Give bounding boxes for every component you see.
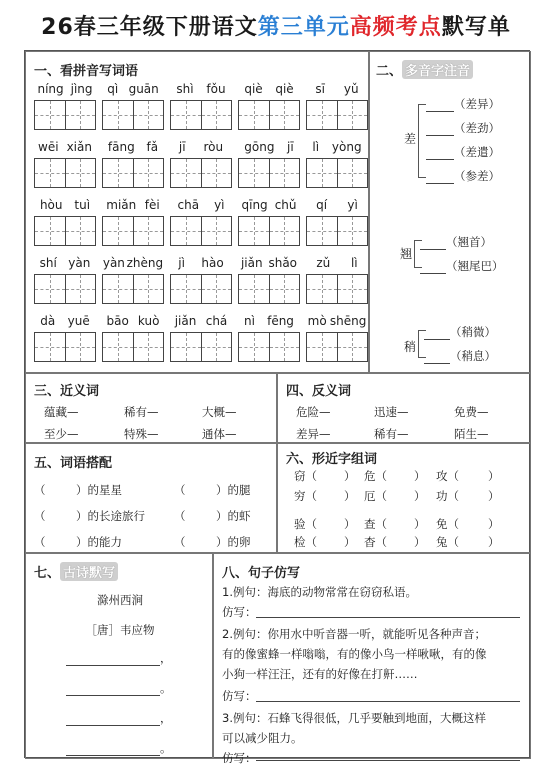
poly-item: （稍息） — [424, 348, 496, 364]
writing-cell[interactable] — [307, 275, 338, 303]
pinyin-word — [34, 256, 96, 304]
pinyin-word — [306, 140, 368, 188]
writing-grid[interactable] — [238, 332, 300, 362]
section-heading: 二、 多音字注音 — [376, 60, 473, 79]
pinyin-syllable: yòng — [331, 140, 362, 154]
writing-cell[interactable] — [171, 101, 202, 129]
pinyin-syllable: chā — [177, 198, 200, 212]
section-heading: 六、形近字组词 — [286, 452, 378, 467]
poly-item: （差劲） — [426, 120, 500, 136]
poem-line: ， — [66, 710, 172, 726]
pinyin-word — [102, 314, 164, 362]
pinyin-syllable: chá — [205, 314, 228, 328]
writing-cell[interactable] — [66, 159, 96, 187]
pinyin-syllable: sī — [315, 82, 326, 96]
pinyin-word — [238, 140, 300, 188]
poem-author: ［唐］韦应物 — [85, 623, 155, 637]
pinyin-syllable: jì — [178, 256, 185, 270]
page-title: 26春三年级下册语文第三单元高频考点默写单 — [41, 15, 511, 40]
pinyin-word — [34, 314, 96, 362]
writing-cell[interactable] — [239, 101, 270, 129]
writing-cell[interactable] — [103, 159, 134, 187]
writing-cell[interactable] — [239, 333, 270, 361]
writing-cell[interactable] — [239, 217, 270, 245]
pinyin-row — [34, 256, 368, 304]
pinyin-syllable: fǒu — [206, 82, 226, 96]
answer-line[interactable] — [256, 760, 520, 761]
writing-cell[interactable] — [307, 333, 338, 361]
pinyin-word — [170, 82, 232, 130]
poem-line: 。 — [66, 740, 172, 756]
pinyin-row — [34, 198, 368, 246]
writing-cell[interactable] — [171, 333, 202, 361]
writing-cell[interactable] — [338, 101, 368, 129]
pinyin-label — [238, 140, 300, 158]
answer-line[interactable] — [256, 701, 520, 702]
pinyin-syllable: jìng — [70, 82, 93, 96]
pinyin-word — [306, 314, 368, 362]
pinyin-syllable: shǎo — [268, 256, 298, 270]
writing-cell[interactable] — [202, 217, 232, 245]
writing-grid[interactable] — [102, 158, 164, 188]
pinyin-label — [170, 256, 232, 274]
poly-item: （翘首） — [420, 234, 492, 250]
writing-grid[interactable] — [306, 158, 368, 188]
writing-cell[interactable] — [35, 101, 66, 129]
pinyin-syllable: xiǎn — [66, 140, 92, 154]
pinyin-syllable: qí — [316, 198, 328, 212]
writing-cell[interactable] — [171, 217, 202, 245]
writing-cell[interactable] — [307, 217, 338, 245]
section-antonyms: 四、反义词 危险— 迅速— 免费— 差异— 稀有— 陌生— — [277, 373, 531, 443]
writing-grid[interactable] — [34, 274, 96, 304]
section-heading: 七、 古诗默写 — [34, 562, 118, 581]
writing-grid[interactable] — [170, 158, 232, 188]
pinyin-label — [306, 198, 368, 216]
writing-cell[interactable] — [171, 275, 202, 303]
pinyin-word — [34, 140, 96, 188]
pinyin-syllable: yàn — [102, 256, 125, 270]
writing-cell[interactable] — [270, 101, 300, 129]
pinyin-syllable: yuē — [67, 314, 90, 328]
writing-grid[interactable] — [102, 100, 164, 130]
pinyin-label — [306, 82, 368, 100]
pinyin-label — [170, 314, 232, 332]
writing-cell[interactable] — [338, 159, 368, 187]
section-synonyms: 三、近义词 蕴藏— 稀有— 大概— 至少— 特殊— 通体— — [25, 373, 277, 443]
writing-cell[interactable] — [202, 159, 232, 187]
pinyin-label — [102, 82, 164, 100]
pinyin-word — [238, 314, 300, 362]
pinyin-syllable: gōng — [244, 140, 275, 154]
writing-cell[interactable] — [202, 275, 232, 303]
pinyin-word — [306, 82, 368, 130]
pinyin-syllable: wēi — [38, 140, 59, 154]
pinyin-syllable: fēng — [267, 314, 294, 328]
writing-cell[interactable] — [66, 217, 96, 245]
pinyin-syllable: kuò — [137, 314, 160, 328]
pinyin-label — [34, 82, 96, 100]
writing-cell[interactable] — [35, 275, 66, 303]
writing-cell[interactable] — [338, 217, 368, 245]
writing-cell[interactable] — [239, 275, 270, 303]
pinyin-word — [170, 256, 232, 304]
pinyin-word — [102, 82, 164, 130]
pinyin-syllable: fǎ — [146, 140, 159, 154]
pinyin-label — [102, 198, 164, 216]
pinyin-syllable: zhèng — [126, 256, 164, 270]
writing-grid[interactable] — [34, 332, 96, 362]
writing-grid[interactable] — [170, 100, 232, 130]
pinyin-syllable: jī — [178, 140, 186, 154]
answer-line[interactable] — [256, 617, 520, 618]
poly-item: （稍微） — [424, 324, 496, 340]
writing-grid[interactable] — [306, 274, 368, 304]
writing-cell[interactable] — [307, 101, 338, 129]
writing-grid[interactable] — [170, 274, 232, 304]
pinyin-word — [102, 140, 164, 188]
pinyin-word — [102, 256, 164, 304]
pinyin-word — [306, 198, 368, 246]
writing-cell[interactable] — [134, 217, 164, 245]
writing-grid[interactable] — [34, 100, 96, 130]
pinyin-label — [306, 140, 368, 158]
pinyin-row — [34, 82, 368, 130]
pinyin-syllable: qīng — [241, 198, 268, 212]
writing-cell[interactable] — [338, 333, 368, 361]
poem-title: 滁州西涧 — [97, 593, 143, 607]
writing-cell[interactable] — [103, 333, 134, 361]
pinyin-syllable: zǔ — [316, 256, 331, 270]
pinyin-syllable: hòu — [39, 198, 63, 212]
pinyin-label — [102, 256, 164, 274]
section-polyphone — [369, 51, 531, 373]
writing-cell[interactable] — [270, 159, 300, 187]
writing-grid[interactable] — [238, 274, 300, 304]
section-pinyin — [25, 51, 369, 373]
writing-grid[interactable] — [102, 216, 164, 246]
pinyin-label — [170, 140, 232, 158]
section-heading: 三、近义词 — [34, 384, 100, 399]
pinyin-syllable: jiǎn — [240, 256, 263, 270]
poem-line: 。 — [66, 680, 172, 696]
pinyin-syllable: qiè — [244, 82, 263, 96]
pinyin-word — [170, 314, 232, 362]
pinyin-word — [306, 256, 368, 304]
writing-cell[interactable] — [270, 275, 300, 303]
pinyin-word — [238, 198, 300, 246]
pinyin-syllable: chǔ — [274, 198, 297, 212]
writing-cell[interactable] — [202, 333, 232, 361]
pinyin-label — [34, 256, 96, 274]
pinyin-syllable: yì — [347, 198, 358, 212]
pinyin-syllable: lì — [312, 140, 320, 154]
poly-item: （参差） — [426, 168, 500, 184]
pinyin-syllable: guān — [128, 82, 159, 96]
pinyin-label — [238, 256, 300, 274]
pinyin-syllable: dà — [40, 314, 56, 328]
writing-grid[interactable] — [102, 332, 164, 362]
pinyin-syllable: hào — [201, 256, 224, 270]
writing-cell[interactable] — [134, 159, 164, 187]
writing-cell[interactable] — [103, 217, 134, 245]
pinyin-syllable: jī — [287, 140, 294, 154]
section-similar-chars: 六、形近字组词 窃（ ） 危（ ） 攻（ ） 穷（ ） 厄（ ） 功（ ） 验（ ） 查（ ） 免（ ） 检（ ） 杳（ ） 兔（ ） — [277, 443, 531, 553]
writing-grid[interactable] — [238, 100, 300, 130]
writing-cell[interactable] — [103, 101, 134, 129]
pinyin-syllable: miǎn — [106, 198, 137, 212]
section-sentence-imitation: 八、句子仿写 1.例句：海底的动物常常在窃窃私语。 仿写： 2.例句：你用水中听音器一听，就能听见各种声音； 有的像蜜蜂一样嗡嗡，有的像小鸟一样啾啾，有的像 小狗一样汪汪，还有的好像在打鼾…… 仿写： 3.例句：石蜂飞得很低，几乎要触到地面，大概这样 可以减少阻力。 仿写： — [213, 553, 531, 759]
pinyin-word — [102, 198, 164, 246]
writing-cell[interactable] — [35, 159, 66, 187]
pinyin-syllable: jiǎn — [174, 314, 197, 328]
writing-grid[interactable] — [306, 100, 368, 130]
pinyin-syllable: ròu — [203, 140, 224, 154]
poly-char: 差 — [404, 132, 417, 146]
writing-cell[interactable] — [66, 101, 96, 129]
section-heading: 一、看拼音写词语 — [34, 64, 139, 79]
pinyin-label — [306, 256, 368, 274]
writing-cell[interactable] — [270, 333, 300, 361]
writing-cell[interactable] — [35, 217, 66, 245]
writing-cell[interactable] — [103, 275, 134, 303]
pinyin-syllable: yì — [214, 198, 225, 212]
writing-cell[interactable] — [202, 101, 232, 129]
pinyin-word — [170, 140, 232, 188]
pinyin-label — [238, 82, 300, 100]
writing-cell[interactable] — [270, 217, 300, 245]
pinyin-label — [34, 198, 96, 216]
writing-grid[interactable] — [102, 274, 164, 304]
worksheet — [24, 50, 530, 765]
writing-cell[interactable] — [134, 101, 164, 129]
pinyin-label — [170, 198, 232, 216]
writing-grid[interactable] — [238, 158, 300, 188]
pinyin-syllable: nì — [244, 314, 255, 328]
section-heading: 四、反义词 — [286, 384, 352, 399]
writing-grid[interactable] — [306, 216, 368, 246]
section-poem — [25, 553, 213, 759]
pinyin-label — [102, 140, 164, 158]
writing-grid[interactable] — [34, 216, 96, 246]
pinyin-syllable: shì — [176, 82, 194, 96]
pinyin-row — [34, 140, 368, 188]
writing-cell[interactable] — [35, 333, 66, 361]
section-heading: 五、词语搭配 — [34, 456, 113, 471]
pinyin-label — [102, 314, 164, 332]
section-collocation: 五、词语搭配 （ ）的星星 （ ）的腿 （ ）的长途旅行 （ ）的虾 （ ）的能力 （ ）的卵 — [25, 443, 277, 553]
pinyin-syllable: yàn — [68, 256, 91, 270]
pinyin-syllable: fāng — [107, 140, 135, 154]
section-heading: 八、句子仿写 — [222, 566, 301, 581]
writing-cell[interactable] — [66, 333, 96, 361]
writing-grid[interactable] — [238, 216, 300, 246]
poly-char: 稍 — [404, 340, 417, 354]
pinyin-syllable: shēng — [329, 314, 367, 328]
brace — [418, 104, 426, 178]
pinyin-syllable: tuì — [74, 198, 91, 212]
writing-cell[interactable] — [338, 275, 368, 303]
pinyin-syllable: fèi — [144, 198, 160, 212]
writing-grid[interactable] — [170, 216, 232, 246]
writing-cell[interactable] — [307, 159, 338, 187]
pinyin-syllable: shí — [39, 256, 57, 270]
poly-item: （翘尾巴） — [420, 258, 504, 274]
pinyin-label — [238, 314, 300, 332]
pinyin-syllable: qì — [107, 82, 119, 96]
pinyin-word — [238, 82, 300, 130]
writing-cell[interactable] — [134, 275, 164, 303]
pinyin-label — [238, 198, 300, 216]
writing-cell[interactable] — [134, 333, 164, 361]
poly-item: （差遣） — [426, 144, 500, 160]
pinyin-syllable: yǔ — [343, 82, 359, 96]
writing-cell[interactable] — [66, 275, 96, 303]
writing-grid[interactable] — [170, 332, 232, 362]
pinyin-syllable: níng — [37, 82, 64, 96]
poly-char: 翘 — [400, 247, 413, 261]
writing-cell[interactable] — [239, 159, 270, 187]
writing-cell[interactable] — [171, 159, 202, 187]
pinyin-label — [34, 140, 96, 158]
pinyin-word — [34, 82, 96, 130]
pinyin-row — [34, 314, 368, 362]
pinyin-label — [34, 314, 96, 332]
pinyin-label — [170, 82, 232, 100]
pinyin-syllable: lì — [350, 256, 358, 270]
writing-grid[interactable] — [34, 158, 96, 188]
pinyin-syllable: bāo — [106, 314, 129, 328]
pinyin-word — [170, 198, 232, 246]
pinyin-word — [238, 256, 300, 304]
writing-grid[interactable] — [306, 332, 368, 362]
pinyin-word — [34, 198, 96, 246]
poly-item: （差异） — [426, 96, 500, 112]
pinyin-syllable: mò — [307, 314, 327, 328]
pinyin-syllable: qiè — [275, 82, 294, 96]
pinyin-label — [306, 314, 368, 332]
poem-line: ， — [66, 650, 172, 666]
